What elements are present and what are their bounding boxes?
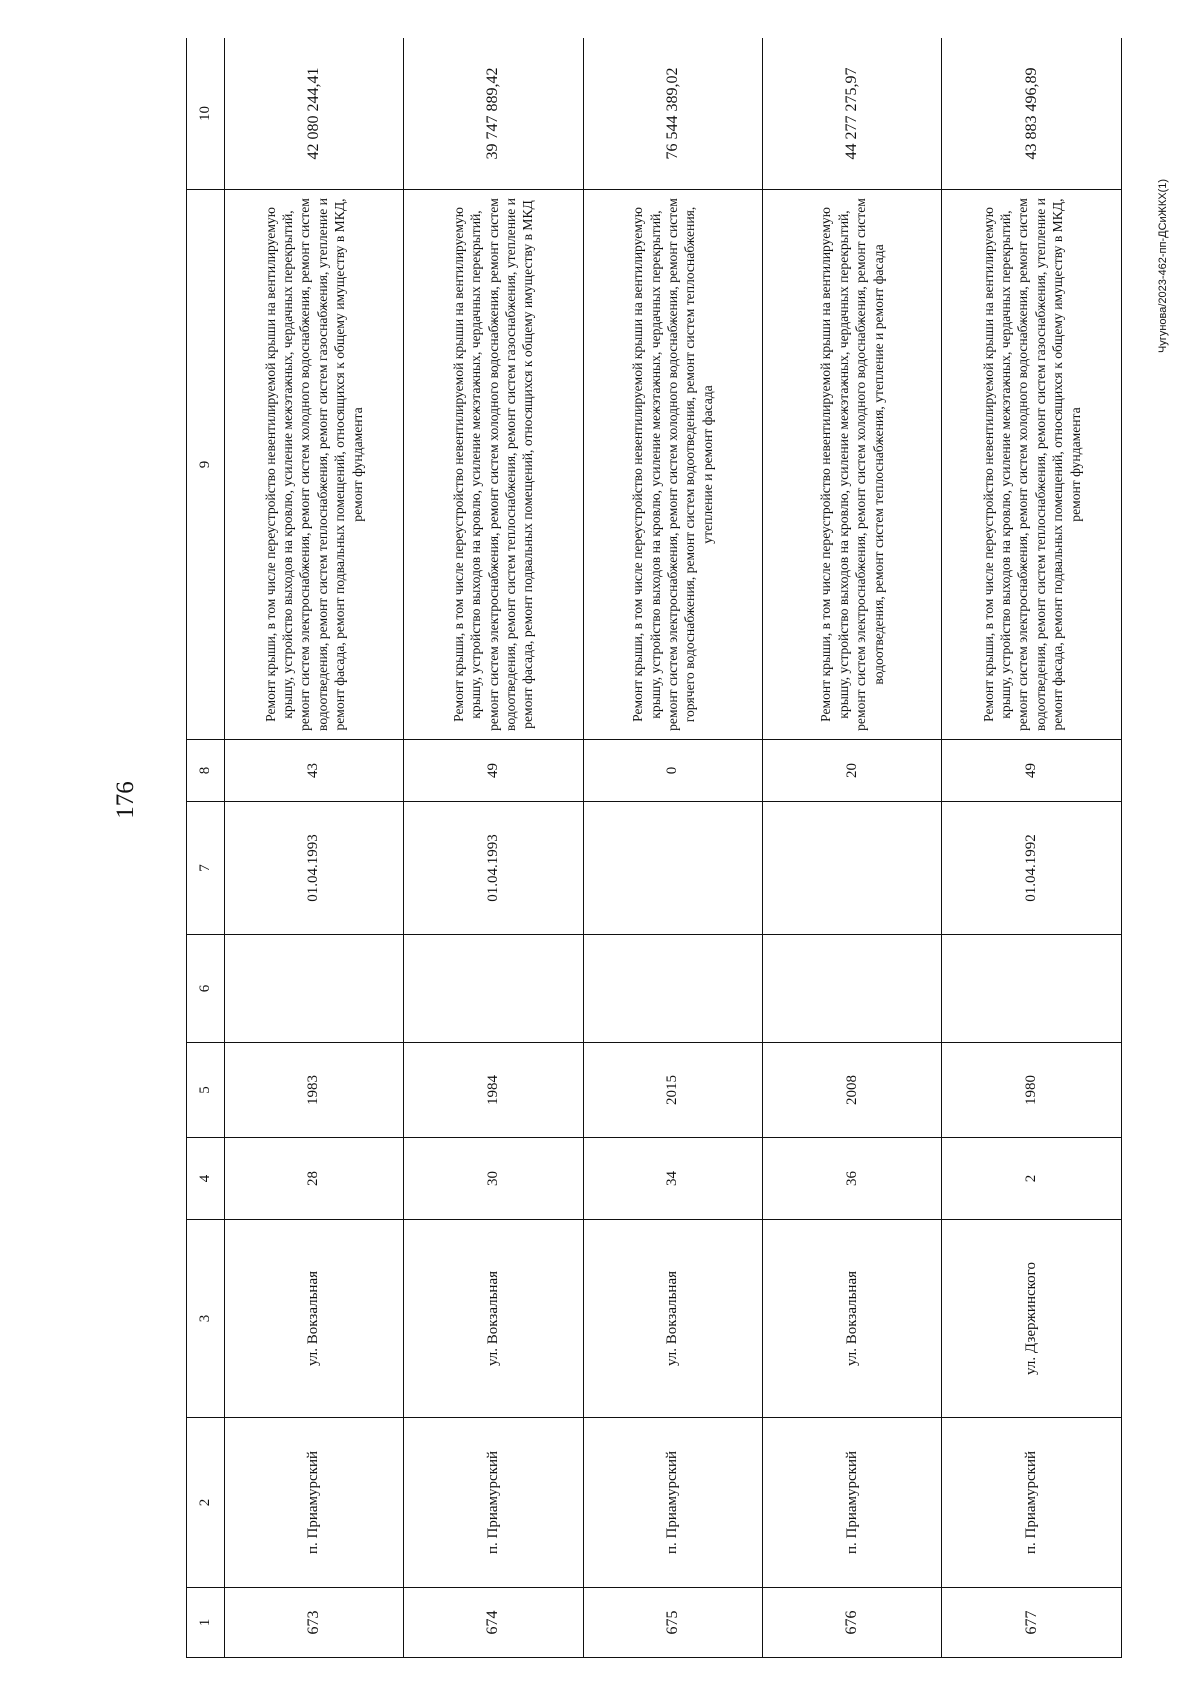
column-6-cell [224,935,403,1043]
house-number-cell: 30 [404,1138,583,1220]
column-8-cell: 20 [763,740,942,802]
works-description-cell: Ремонт крыши, в том числе переустройство невентилируемой крыши на вентилируемую крышу, устройство выходов на кровлю, усиление межэтажных, чердачных перекрытий, ремонт систем электроснабжения, ремонт систем холодного водоснабжения, ремонт систем водоотведения, ремонт систем теплоснабжения, утепление и ремонт фасада [763,190,942,740]
street-cell: ул. Вокзальная [224,1220,403,1418]
header-cell: 10 [187,38,225,190]
settlement-cell: п. Приамурский [404,1418,583,1588]
document-code: Чугунова/2023-462-пп-ДСиЖКХ(1) [1157,178,1169,354]
works-description-cell: Ремонт крыши, в том числе переустройство невентилируемой крыши на вентилируемую крышу, устройство выходов на кровлю, усиление межэтажных, чердачных перекрытий, ремонт систем электроснабжения, ремонт систем холодного водоснабжения, ремонт систем водоотведения, ремонт систем теплоснабжения, ремонт систем газоснабжения, утепление и ремонт фасада, ремонт подвальных помещений, относящихся к общему имуществу в МКД, ремонт фундамента [942,190,1122,740]
column-8-cell: 0 [583,740,762,802]
street-cell: ул. Вокзальная [404,1220,583,1418]
amount-cell: 42 080 244,41 [224,38,403,190]
year-built-cell: 2008 [763,1043,942,1138]
amount-cell: 76 544 389,02 [583,38,762,190]
amount-cell: 44 277 275,97 [763,38,942,190]
table-row [763,38,942,1658]
amount-cell: 39 747 889,42 [404,38,583,190]
settlement-cell: п. Приамурский [763,1418,942,1588]
header-cell: 8 [187,740,225,802]
works-description-cell: Ремонт крыши, в том числе переустройство невентилируемой крыши на вентилируемую крышу, устройство выходов на кровлю, усиление межэтажных, чердачных перекрытий, ремонт систем электроснабжения, ремонт систем холодного водоснабжения, ремонт систем водоотведения, ремонт систем теплоснабжения, ремонт систем газоснабжения, утепление и ремонт фасада, ремонт подвальных помещений, относящихся к общему имуществу в МКД, ремонт фундамента [224,190,403,740]
table-row [583,38,762,1658]
column-8-cell: 49 [404,740,583,802]
header-cell: 9 [187,190,225,740]
works-description-cell: Ремонт крыши, в том числе переустройство невентилируемой крыши на вентилируемую крышу, устройство выходов на кровлю, усиление межэтажных, чердачных перекрытий, ремонт систем электроснабжения, ремонт систем холодного водоснабжения, ремонт систем водоотведения, ремонт систем теплоснабжения, ремонт систем газоснабжения, утепление и ремонт фасада, ремонт подвальных помещений, относящихся к общему имуществу в МКД [404,190,583,740]
header-cell: 7 [187,802,225,935]
street-cell: ул. Вокзальная [763,1220,942,1418]
header-cell: 5 [187,1043,225,1138]
house-number-cell: 2 [942,1138,1122,1220]
street-cell: ул. Дзержинского [942,1220,1122,1418]
settlement-cell: п. Приамурский [224,1418,403,1588]
header-cell: 2 [187,1418,225,1588]
date-cell [763,802,942,935]
date-cell: 01.04.1992 [942,802,1122,935]
row-number: 674 [404,1588,583,1658]
year-built-cell: 1984 [404,1043,583,1138]
column-8-cell: 49 [942,740,1122,802]
capital-repair-table [186,38,1122,1658]
page-number: 176 [112,781,139,819]
year-built-cell: 2015 [583,1043,762,1138]
header-row [187,38,225,1658]
works-description-cell: Ремонт крыши, в том числе переустройство невентилируемой крыши на вентилируемую крышу, устройство выходов на кровлю, усиление межэтажных, чердачных перекрытий, ремонт систем электроснабжения, ремонт систем холодного водоснабжения, ремонт систем горячего водоснабжения, ремонт систем водоотведения, ремонт систем теплоснабжения, утепление и ремонт фасада [583,190,762,740]
date-cell: 01.04.1993 [404,802,583,935]
year-built-cell: 1983 [224,1043,403,1138]
date-cell: 01.04.1993 [224,802,403,935]
table-row [404,38,583,1658]
column-6-cell [763,935,942,1043]
table-frame [186,38,1122,1658]
year-built-cell: 1980 [942,1043,1122,1138]
table-row [224,38,403,1658]
column-6-cell [942,935,1122,1043]
column-6-cell [404,935,583,1043]
house-number-cell: 36 [763,1138,942,1220]
header-cell: 4 [187,1138,225,1220]
header-cell: 6 [187,935,225,1043]
row-number: 676 [763,1588,942,1658]
column-6-cell [583,935,762,1043]
column-8-cell: 43 [224,740,403,802]
amount-cell: 43 883 496,89 [942,38,1122,190]
header-cell: 1 [187,1588,225,1658]
house-number-cell: 34 [583,1138,762,1220]
date-cell [583,802,762,935]
row-number: 673 [224,1588,403,1658]
header-cell: 3 [187,1220,225,1418]
table-row [942,38,1122,1658]
street-cell: ул. Вокзальная [583,1220,762,1418]
house-number-cell: 28 [224,1138,403,1220]
row-number: 675 [583,1588,762,1658]
row-number: 677 [942,1588,1122,1658]
settlement-cell: п. Приамурский [942,1418,1122,1588]
settlement-cell: п. Приамурский [583,1418,762,1588]
